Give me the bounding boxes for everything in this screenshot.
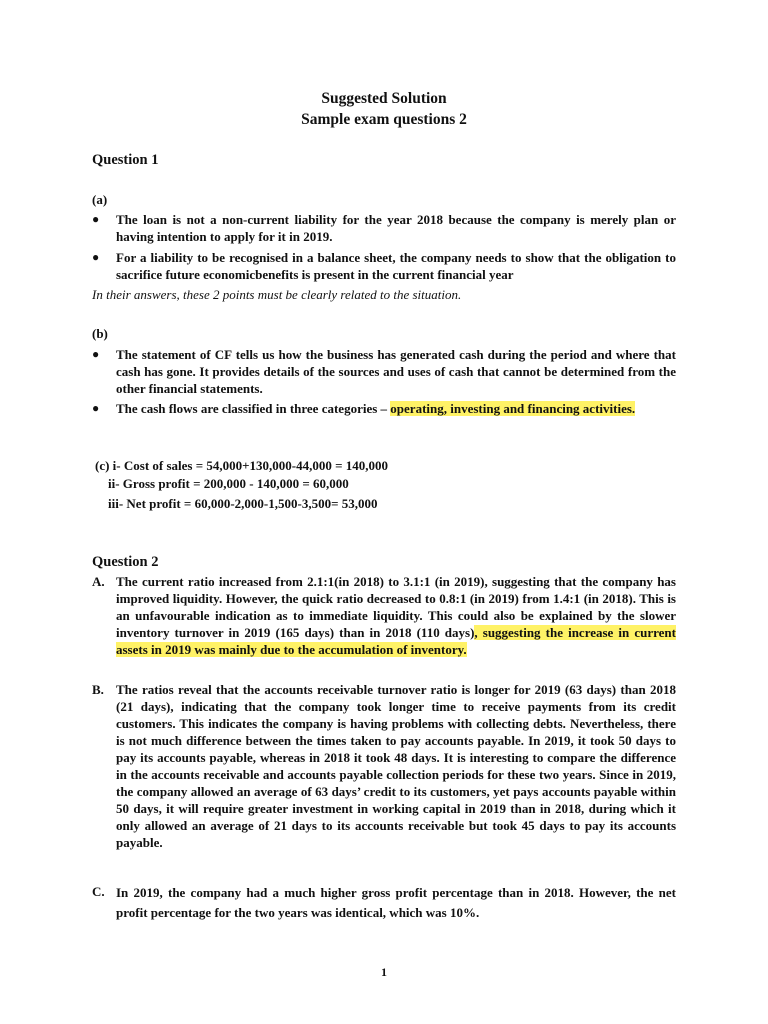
q1-part-a-label: (a) xyxy=(92,192,108,207)
question-2-heading: Question 2 xyxy=(92,554,159,570)
bullet-icon: ● xyxy=(92,212,100,226)
q1-b-bullet-2 xyxy=(116,400,676,417)
q1-c-line-3: iii- Net profit = 60,000-2,000-1,500-3,500= 53,000 xyxy=(108,496,378,511)
page-number: 1 xyxy=(381,965,387,979)
q1-b-highlight: operating, investing and financing activities. xyxy=(390,401,636,416)
q2-part-c-label: C. xyxy=(92,884,105,899)
q1-part-b-label: (b) xyxy=(92,326,108,341)
q1-c-line-1: (c) i- Cost of sales = 54,000+130,000-44,000 = 140,000 xyxy=(95,458,389,473)
q1-b-bullet-2-text: The cash flows are classified in three categories – xyxy=(116,401,391,416)
q2-b-text: The ratios reveal that the accounts receivable turnover ratio is longer for 2019 (63 days) than 2018 (21 days), indicating that the company took longer time to receive payments from its credit customers. This indicates the company is having problems with collecting debts. Nevertheless, there is not much difference between the times taken to pay accounts payable. In 2019, it took 50 days to pay its accounts payable, whereas in 2018 it took 48 days. It is interesting to compare the difference in the accounts receivable and accounts payable collection periods for these two years. Since in 2019, the company allowed an average of 63 days’ credit to its customers, yet pays accounts payable within 50 days, it will require greater investment in working capital in 2019 than in 2018, during which it only allowed an average of 21 days to its accounts receivable but took 45 days to pay its accounts payable. xyxy=(116,682,676,850)
bullet-icon: ● xyxy=(92,401,100,415)
q2-part-b-label: B. xyxy=(92,682,104,697)
q1-b-bullet-1: The statement of CF tells us how the business has generated cash during the period and where that cash has gone. It provides details of the sources and uses of cash that cannot be determined from the other financial statements. xyxy=(116,347,676,396)
q1-a-bullet-1: The loan is not a non-current liability for the year 2018 because the company is merely plan or having intention to apply for it in 2019. xyxy=(116,212,676,244)
q2-a-text xyxy=(116,573,676,658)
q2-part-a-label: A. xyxy=(92,574,105,589)
bullet-icon: ● xyxy=(92,250,100,264)
q1-a-bullet-2: For a liability to be recognised in a balance sheet, the company needs to show that the obligation to sacrifice future economicbenefits is present in the current financial year xyxy=(116,250,676,282)
document-title: Suggested Solution xyxy=(321,90,447,107)
document-subtitle: Sample exam questions 2 xyxy=(301,111,467,128)
bullet-icon: ● xyxy=(92,347,100,361)
q2-c-text: In 2019, the company had a much higher gross profit percentage than in 2018. However, the net profit percentage for the two years was identical, which was 10%. xyxy=(116,885,676,920)
q1-c-line-2: ii- Gross profit = 200,000 - 140,000 = 60,000 xyxy=(108,476,349,491)
q2-a-highlight: , suggesting the increase in current assets in 2019 was mainly due to the accumulation of inventory. xyxy=(116,625,676,657)
q1-a-note: In their answers, these 2 points must be clearly related to the situation. xyxy=(92,287,462,302)
q2-a-plain: The current ratio increased from 2.1:1(in 2018) to 3.1:1 (in 2019), suggesting that the company has improved liquidity. However, the quick ratio decreased to 0.8:1 (in 2019) from 1.4:1 (in 2018). This is an unfavourable indication as to immediate liquidity. This could also be explained by the slower inventory turnover in 2019 (165 days) than in 2018 (110 days) xyxy=(116,574,676,640)
question-1-heading: Question 1 xyxy=(92,152,159,168)
